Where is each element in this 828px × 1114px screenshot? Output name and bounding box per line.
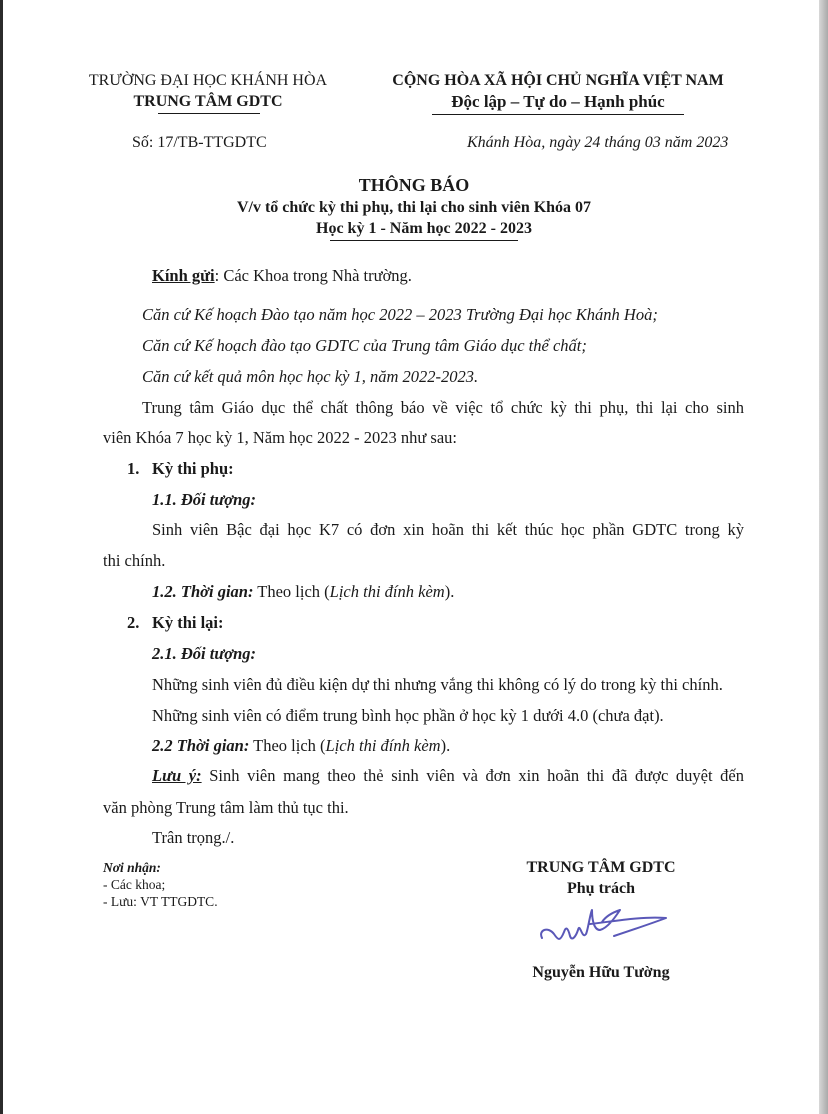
section-1-number: 1. bbox=[127, 459, 140, 478]
signing-org: TRUNG TÂM GDTC bbox=[526, 859, 676, 876]
note-line-1 bbox=[152, 766, 744, 786]
document-term: Học kỳ 1 - Năm học 2022 - 2023 bbox=[316, 220, 532, 237]
section-1-2-text: Theo lịch ( bbox=[253, 582, 330, 601]
national-title: CỘNG HÒA XÃ HỘI CHỦ NGHĨA VIỆT NAM bbox=[392, 72, 724, 89]
center-name-underline bbox=[158, 113, 260, 114]
section-1-title: Kỳ thi phụ: bbox=[152, 459, 234, 478]
place-date: Khánh Hòa, ngày 24 tháng 03 năm 2023 bbox=[467, 134, 729, 151]
recipient-item-2: - Lưu: VT TTGDTC. bbox=[103, 894, 218, 909]
basis-line-1: Căn cứ Kế hoạch Đào tạo năm học 2022 – 2023 Trường Đại học Khánh Hoà; bbox=[142, 305, 658, 324]
national-motto: Độc lập – Tự do – Hạnh phúc bbox=[451, 92, 665, 111]
basis-line-3: Căn cứ kết quả môn học học kỳ 1, năm 2022-2023. bbox=[142, 367, 479, 386]
intro-line-1: Trung tâm Giáo dục thể chất thông báo về việc tổ chức kỳ thi phụ, thi lại cho sinh bbox=[142, 398, 744, 417]
section-2-number: 2. bbox=[127, 613, 140, 632]
signature-stroke bbox=[541, 910, 666, 939]
school-name: TRƯỜNG ĐẠI HỌC KHÁNH HÒA bbox=[88, 72, 328, 89]
section-1-1-line-1: Sinh viên Bậc đại học K7 có đơn xin hoãn thi kết thúc học phần GDTC trong kỳ bbox=[152, 520, 744, 539]
section-1-1-line-2: thi chính. bbox=[103, 551, 166, 570]
page-edge-right bbox=[819, 0, 828, 1114]
recipients-label: Nơi nhận: bbox=[103, 860, 161, 875]
section-2-2-end: ). bbox=[440, 736, 451, 755]
title-underline bbox=[330, 240, 518, 241]
section-2-2-label: 2.2 Thời gian: bbox=[152, 736, 250, 755]
section-1-1-label: 1.1. Đối tượng: bbox=[152, 490, 256, 509]
section-2-1-label: 2.1. Đối tượng: bbox=[152, 644, 256, 663]
section-1-2-line bbox=[152, 582, 454, 602]
center-name: TRUNG TÂM GDTC bbox=[133, 93, 283, 110]
basis-line-2: Căn cứ Kế hoạch đào tạo GDTC của Trung tâm Giáo dục thể chất; bbox=[142, 336, 587, 355]
section-2-2-line bbox=[152, 736, 450, 756]
note-label: Lưu ý: bbox=[152, 766, 202, 785]
document-subject: V/v tổ chức kỳ thi phụ, thi lại cho sinh viên Khóa 07 bbox=[236, 199, 592, 216]
recipient-label: Kính gửi bbox=[152, 266, 215, 285]
national-motto-underline bbox=[432, 114, 684, 115]
section-1-2-end: ). bbox=[444, 582, 455, 601]
section-2-1-line-2: Những sinh viên có điểm trung bình học phần ở học kỳ 1 dưới 4.0 (chưa đạt). bbox=[152, 706, 664, 725]
section-1-2-label: 1.2. Thời gian: bbox=[152, 582, 254, 601]
recipient-text: : Các Khoa trong Nhà trường. bbox=[214, 266, 412, 285]
section-2-2-schedule: Lịch thi đính kèm bbox=[325, 736, 441, 755]
note-line-2: văn phòng Trung tâm làm thủ tục thi. bbox=[103, 798, 349, 817]
note-text: Sinh viên mang theo thẻ sinh viên và đơn xin hoãn thi đã được duyệt đến bbox=[201, 766, 744, 785]
recipient-item-1: - Các khoa; bbox=[103, 877, 166, 892]
signing-role: Phụ trách bbox=[567, 880, 635, 897]
page-edge-left bbox=[0, 0, 3, 1114]
intro-line-2: viên Khóa 7 học kỳ 1, Năm học 2022 - 2023 như sau: bbox=[103, 428, 458, 447]
signature bbox=[530, 900, 680, 960]
section-1-2-schedule: Lịch thi đính kèm bbox=[329, 582, 445, 601]
section-2-1-line-1: Những sinh viên đủ điều kiện dự thi nhưng vắng thi không có lý do trong kỳ thi chính. bbox=[152, 675, 723, 694]
section-2-title: Kỳ thi lại: bbox=[152, 613, 224, 632]
section-2-2-text: Theo lịch ( bbox=[249, 736, 326, 755]
document-number: Số: 17/TB-TTGDTC bbox=[132, 134, 267, 151]
recipient-line bbox=[152, 266, 412, 286]
document-title: THÔNG BÁO bbox=[358, 175, 470, 195]
signer-name: Nguyễn Hữu Tường bbox=[532, 964, 670, 981]
closing: Trân trọng./. bbox=[152, 828, 235, 847]
